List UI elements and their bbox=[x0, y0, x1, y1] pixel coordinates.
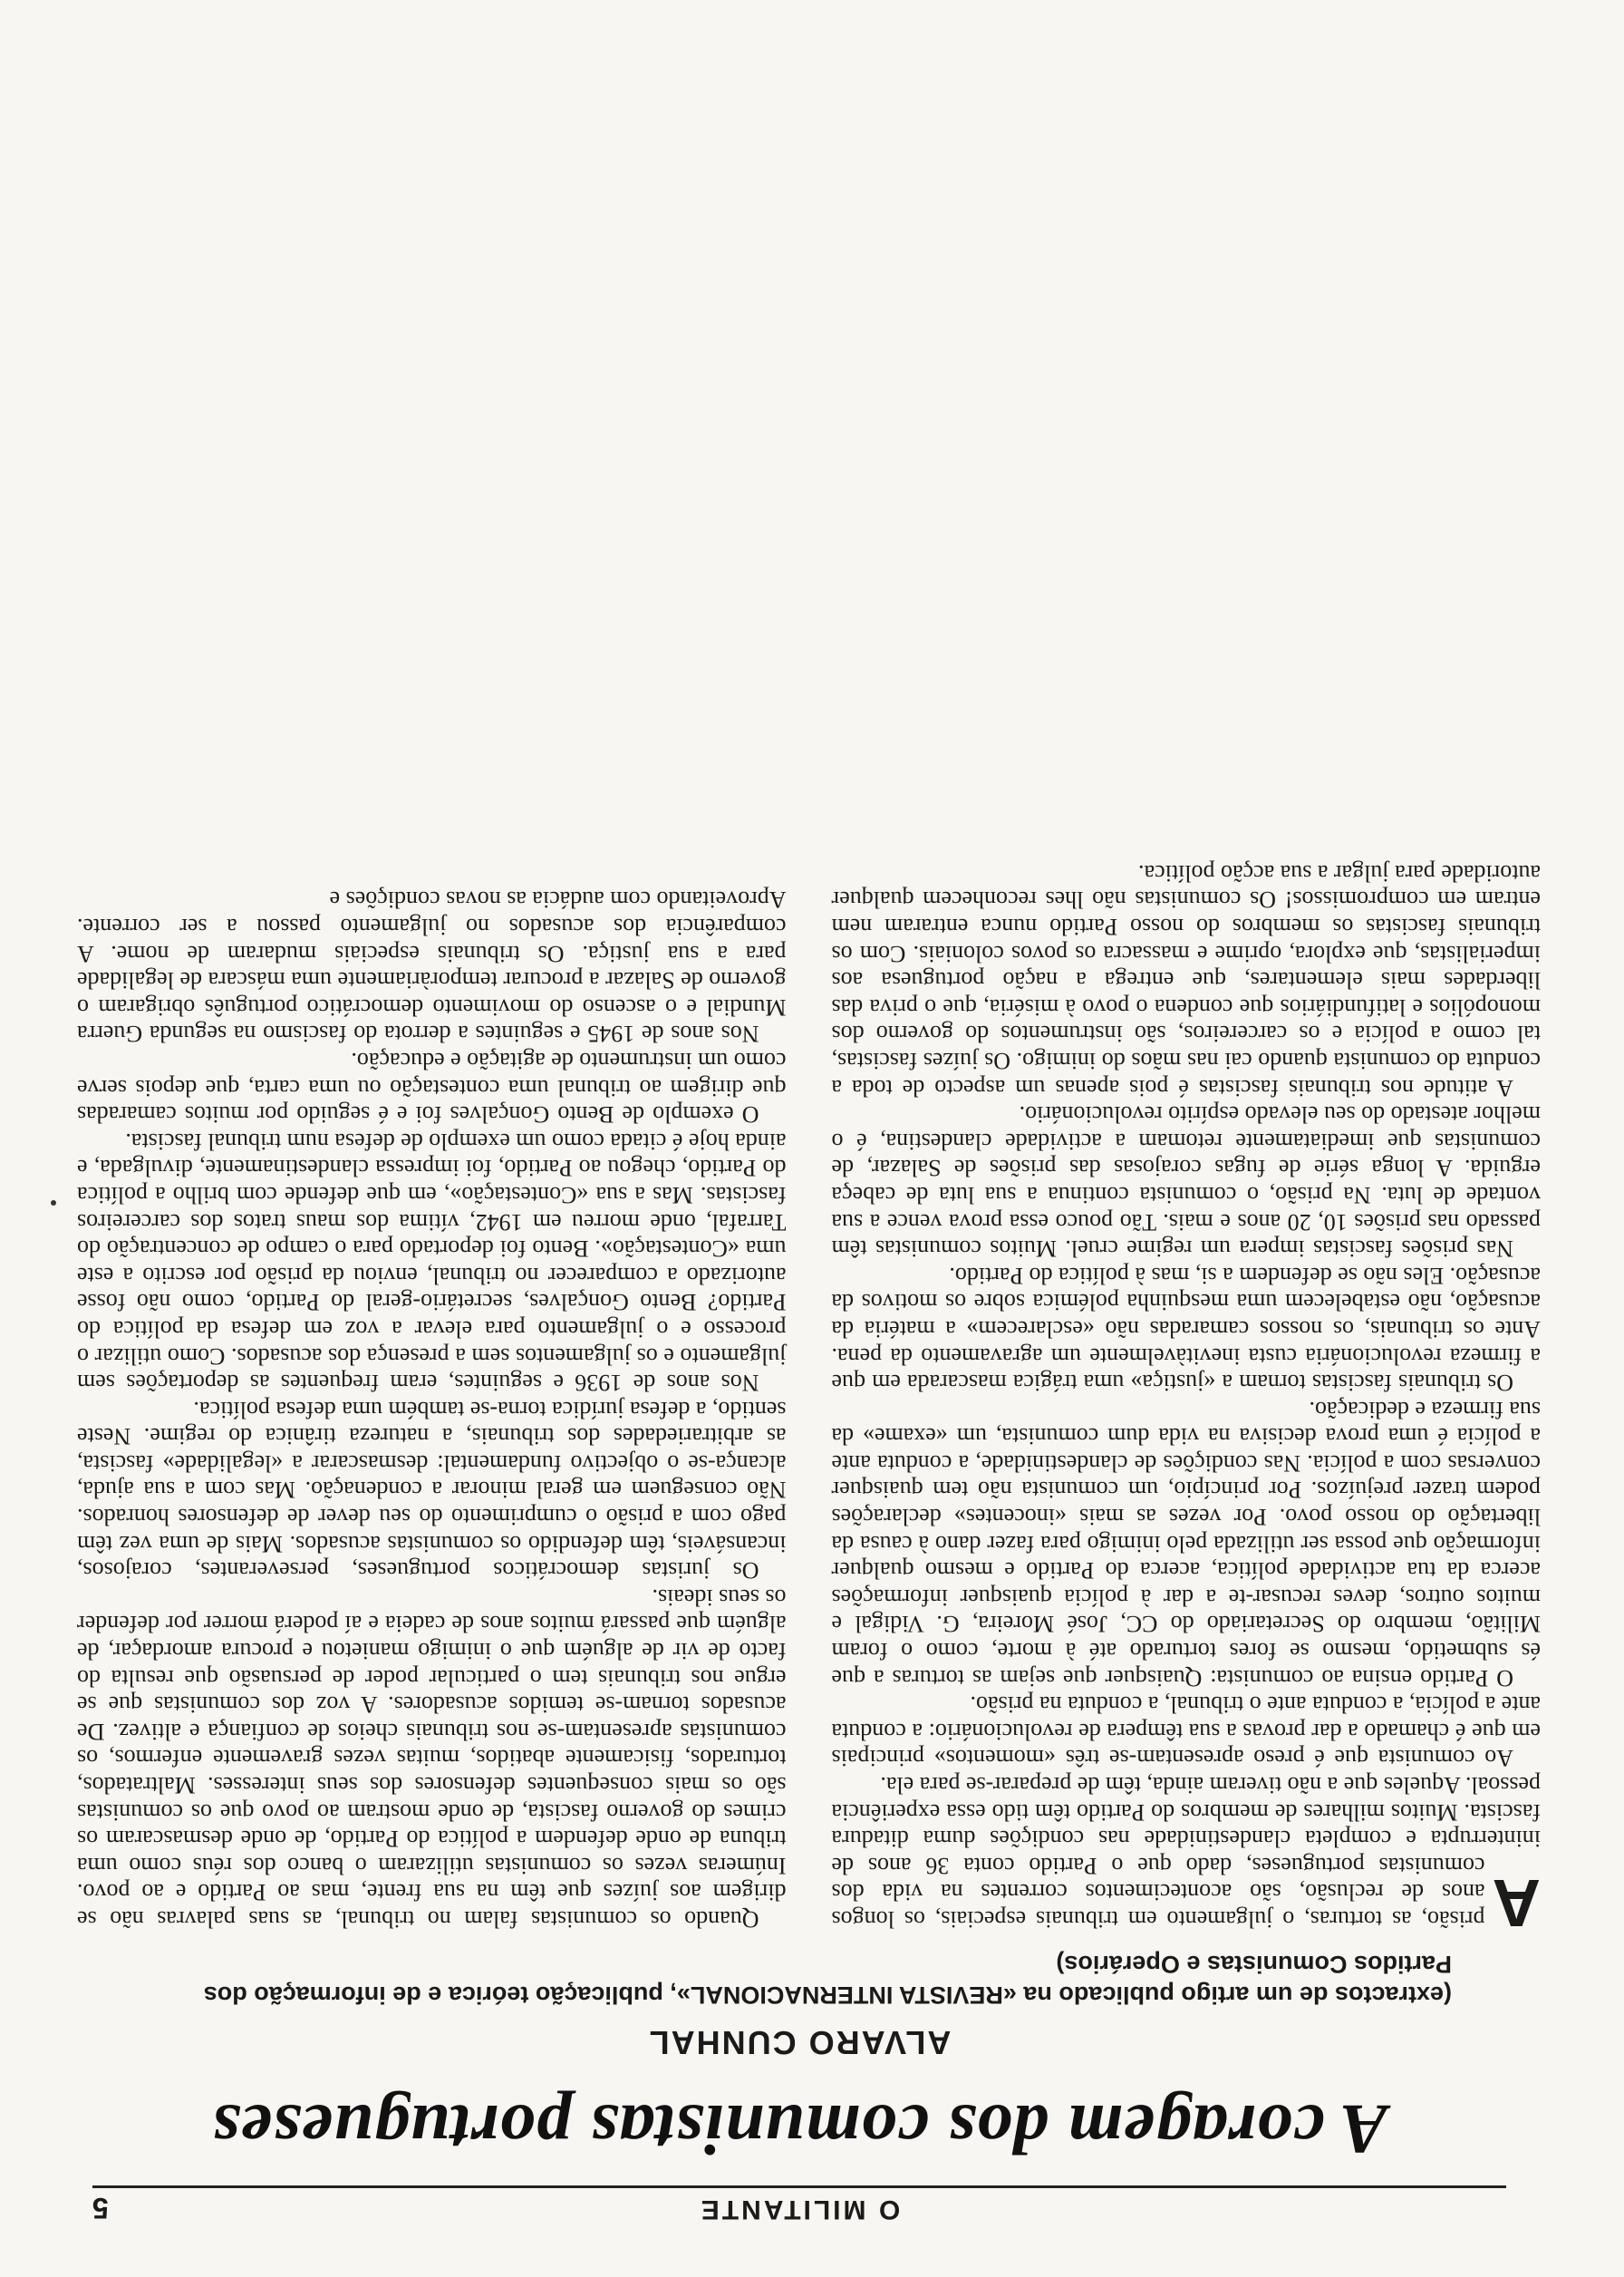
article-paragraph: Nos anos de 1936 e seguintes, eram frequentes as deportações sem julgamento e os julgamentos sem a presença dos acusados. Como utilizar o processo e o julgamento para elevar a voz em defesa da política do Partido? Bento Gonçalves, secretário-geral do Partido, como não fosse autorizado a comparecer no tribunal, enviou da prisão por escrito a este uma «Contestação». Bento foi deportado para o campo de concentração do Tarrafal, onde morreu em 1942, vítima dos maus tratos dos carcereiros fascistas. Mas a sua «Contestação», em que defende com brilho a política do Partido, chegou ao Partido, foi impressa clandestinamente, divulgada, e ainda hoje é citada como um exemplo de defesa num tribunal fascista. bbox=[77, 1128, 787, 1397]
article-author: ALVARO CUNHAL bbox=[647, 2024, 952, 2061]
article-paragraph: A atitude nos tribunais fascistas é pois apenas um aspecto de toda a conduta do comunista quando cai nas mãos do inimigo. Os juízes fascistas, tal como a polícia e os carcereiros, são instrumentos do governo dos monopólios e latifundiários que condena o povo à miséria, que o priva das liberdades mais elementares, que entrega a nação portuguesa aos imperialistas, que explora, oprime e massacra os povos coloniais. Com os tribunais fascistas os membros do nosso Partido nunca entraram nem entram em compromissos! Os comunistas não lhes reconhecem qualquer autoridade para julgar a sua acção política. bbox=[831, 859, 1541, 1101]
article-paragraph bbox=[831, 1771, 1542, 1941]
article-paragraph: O exemplo de Bento Gonçalves foi e é seguido por muitos camaradas que dirigem ao tribunal uma contestação ou uma carta, que depois serve como um instrumento de agitação e educação. bbox=[77, 1048, 787, 1129]
article-paragraph: Nas prisões fascistas impera um regime cruel. Muitos comunistas têm passado nas prisões 10, 20 anos e mais. Tão pouco essa prova vence a sua vontade de luta. Na prisão, o comunista continua a sua luta de cabeça erguida. A longa série de fugas corajosas das prisões de Salazar, de comunistas que imediatamente retomam a actividade clandestina, é o melhor atestado do seu elevado espírito revolucionário. bbox=[831, 1101, 1541, 1263]
page-header bbox=[92, 2185, 1506, 2224]
page-number: 5 bbox=[92, 2192, 109, 2224]
article-paragraph: Nos anos de 1945 e seguintes a derrota do fascismo na segunda Guerra Mundial e o ascenso do movimento democrático português obrigaram o governo de Salazar a procurar temporàriamente uma máscara de legalidade para a sua justiça. Os tribunais especiais mudaram de nome. A comparência dos acusados no julgamento passou a ser corrente. Aproveitando com audácia as novas condições e bbox=[77, 887, 787, 1048]
article-body bbox=[77, 34, 1541, 1941]
drop-cap: A bbox=[1492, 1865, 1541, 1941]
article-paragraph: Os tribunais fascistas tornam a «justiça» uma trágica mascarada em que a firmeza revolucionária custa inevitàvelmente um agravamento da pena. Ante os tribunais, os nossos camaradas não «esclarecem» a matéria da acusação, não estabelecem uma mesquinha polémica sobre os motivos da acusação. Eles não se defendem a si, mas à política do Partido. bbox=[831, 1262, 1541, 1397]
ink-speck bbox=[51, 1200, 56, 1206]
article-subtitle: (extractos de um artigo publicado na «REVISTA INTERNACIONAL», publicação teórica e de informação dos Partidos Comunistas e Operários) bbox=[203, 1951, 1452, 2009]
newspaper-name: O MILITANTE bbox=[698, 2195, 901, 2224]
article-paragraph: Ao comunista que é preso apresentam-se três «momentos» principais em que é chamado a dar provas a sua têmpera de revolucionário: a conduta ante a polícia, a conduta ante o tribunal, a conduta na prisão. bbox=[831, 1691, 1541, 1772]
article-paragraph: Os juristas democráticos portugueses, perseverantes, corajosos, incansáveis, têm defendido os comunistas acusados. Mais de uma vez têm pago com a prisão o cumprimento do seu dever de defensores honrados. Não conseguem em geral minorar a condenação. Mas com a sua ajuda, alcança-se o objectivo fundamental: desmascarar a «legalidade» fascista, as arbitrariedades dos tribunais, a natureza tirânica do regime. Neste sentido, a defesa jurídica torna-se também uma defesa política. bbox=[77, 1396, 787, 1584]
article-title: A coragem dos comunistas portugueses bbox=[211, 2090, 1387, 2169]
article-paragraph: O Partido ensina ao comunista: Quaisquer que sejam as torturas a que és submetido, mesmo se fores torturado até à morte, como o foram Militão, membro do Secretariado do CC, José Moreira, G. Vidigal e muitos outros, deves recusar-te a dar à polícia quaisquer informações acerca da tua actividade política, acerca do Partido e mesmo qualquer informação que possa ser utilizada pelo inimigo para fazer dano à causa da libertação do nosso povo. Por vezes as mais «inocentes» declarações podem trazer prejuízos. Por princípio, um comunista não tem quaisquer conversas com a polícia. Nas condições de clandestinidade, a conduta ante a polícia é uma prova decisiva na vida dum comunista, um «exame» da sua firmeza e dedicação. bbox=[831, 1396, 1541, 1691]
article-paragraph: Quando os comunistas falam no tribunal, as suas palavras não se dirigem aos juízes que têm na sua frente, mas ao Partido e ao povo. Inúmeras vezes os comunistas utilizaram o banco dos réus como uma tribuna de onde defendem a política do Partido, de onde desmascaram os crimes do governo fascista, de onde mostram ao povo que os comunistas são os mais consequentes defensores dos seus interesses. Maltratados, torturados, fisicamente abatidos, muitas vezes gravemente enfermos, os comunistas apresentam-se nos tribunais cheios de confiança e altivez. De acusados tornam-se temidos acusadores. A voz dos comunistas que se ergue nos tribunais tem o particular poder de persuasão que resulta do facto de vir de alguém que o inimigo manietou e procura amordaçar, de alguém que passará muitos anos de cadeia e aí poderá morrer por defender os seus ideais. bbox=[77, 1584, 787, 1933]
first-paragraph-text: prisão, as torturas, o julgamento em tribunais especiais, os longos anos de reclusão, são acontecimentos correntes na vida dos comunistas portugueses, dado que o Partido conta 36 anos de ininterrupta e completa clandestinidade nas condições duma ditadura fascista. Muitos milhares de membros do Partido têm tido essa experiência pessoal. Aqueles que a não tiveram ainda, têm de preparar-se para ela. bbox=[831, 1772, 1541, 1933]
